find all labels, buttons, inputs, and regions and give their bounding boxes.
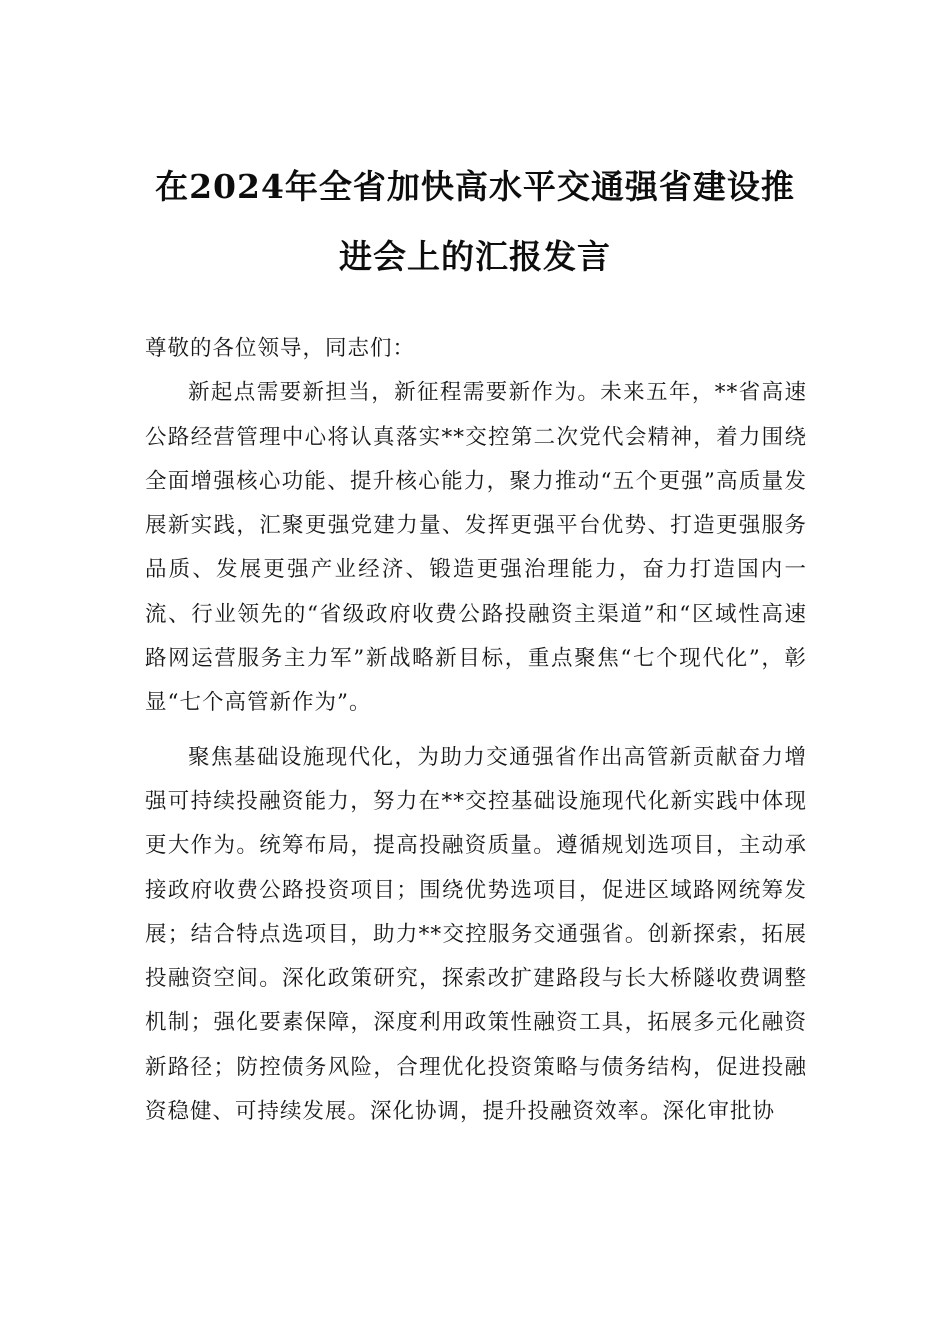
paragraph-2: 聚焦基础设施现代化，为助力交通强省作出高管新贡献奋力增强可持续投融资能力，努力在**交控基础设施现代化新实践中体现更大作为。统筹布局，提高投融资质量。遵循规划选项目，主动承接政府收费公路投资项目；围绕优势选项目，促进区域路网统筹发展；结合特点选项目，助力**交控服务交通强省。创新探索，拓展投融资空间。深化政策研究，探索改扩建路段与长大桥隧收费调整机制；强化要素保障，深度利用政策性融资工具，拓展多元化融资新路径；防控债务风险，合理优化投资策略与债务结构，促进投融资稳健、可持续发展。深化协调，提升投融资效率。深化审批协 [145,744,807,1125]
document-title: 在2024年全省加快高水平交通强省建设推进会上的汇报发言 [155,167,795,276]
salutation: 尊敬的各位领导，同志们： [145,336,416,361]
document-body [145,327,807,1134]
paragraph-1: 新起点需要新担当，新征程需要新作为。未来五年，**省高速公路经营管理中心将认真落实**交控第二次党代会精神，着力围绕全面增强核心功能、提升核心能力，聚力推动“五个更强”高质量发展新实践，汇聚更强党建力量、发挥更强平台优势、打造更强服务品质、发展更强产业经济、锻造更强治理能力，奋力打造国内一流、行业领先的“省级政府收费公路投融资主渠道”和“区域性高速路网运营服务主力军”新战略新目标，重点聚焦“七个现代化”，彰显“七个高管新作为”。 [145,380,807,716]
